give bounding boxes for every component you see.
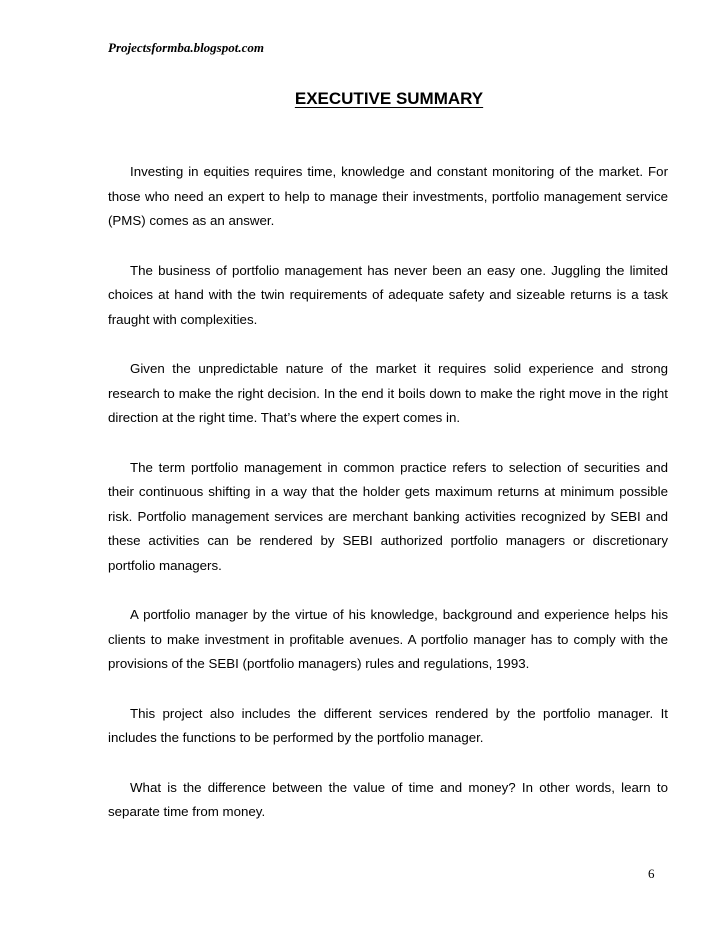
paragraph-portfolio-manager: A portfolio manager by the virtue of his knowledge, background and experience helps his clients to make investment in profitable avenues. A portfolio manager has to comply with the provisions of the SEBI (portfolio managers) rules and regulations, 1993. <box>108 607 668 671</box>
paragraph-time-money: What is the difference between the value of time and money? In other words, learn to separate time from money. <box>108 779 668 819</box>
page-header-site: Projectsformba.blogspot.com <box>108 40 264 55</box>
paragraph-project-scope: This project also includes the different services rendered by the portfolio manager. It includes the functions to be performed by the portfolio manager. <box>108 705 668 745</box>
page-title <box>0 88 728 110</box>
page-title-text: EXECUTIVE SUMMARY <box>294 89 484 108</box>
document-body <box>108 160 668 850</box>
paragraph-term-definition: The term portfolio management in common practice refers to selection of securities and their continuous shifting in a way that the holder gets maximum returns at minimum possible risk. Portfolio management services are merchant banking activities recognized by SEBI and these activities can be rendered by SEBI authorized portfolio managers or discretionary portfolio managers. <box>108 459 668 573</box>
paragraph-investing-equities: Investing in equities requires time, knowledge and constant monitoring of the market. For those who need an expert to help to manage their investments, portfolio management service (PMS) comes as an answer. <box>108 164 668 228</box>
paragraph-business-portfolio: The business of portfolio management has never been an easy one. Juggling the limited choices at hand with the twin requirements of adequate safety and sizeable returns is a task fraught with complexities. <box>108 262 668 327</box>
page-number: 6 <box>648 866 655 881</box>
paragraph-unpredictable-market: Given the unpredictable nature of the market it requires solid experience and strong research to make the right decision. In the end it boils down to make the right move in the right direction at the right time. That’s where the expert comes in. <box>108 361 668 425</box>
